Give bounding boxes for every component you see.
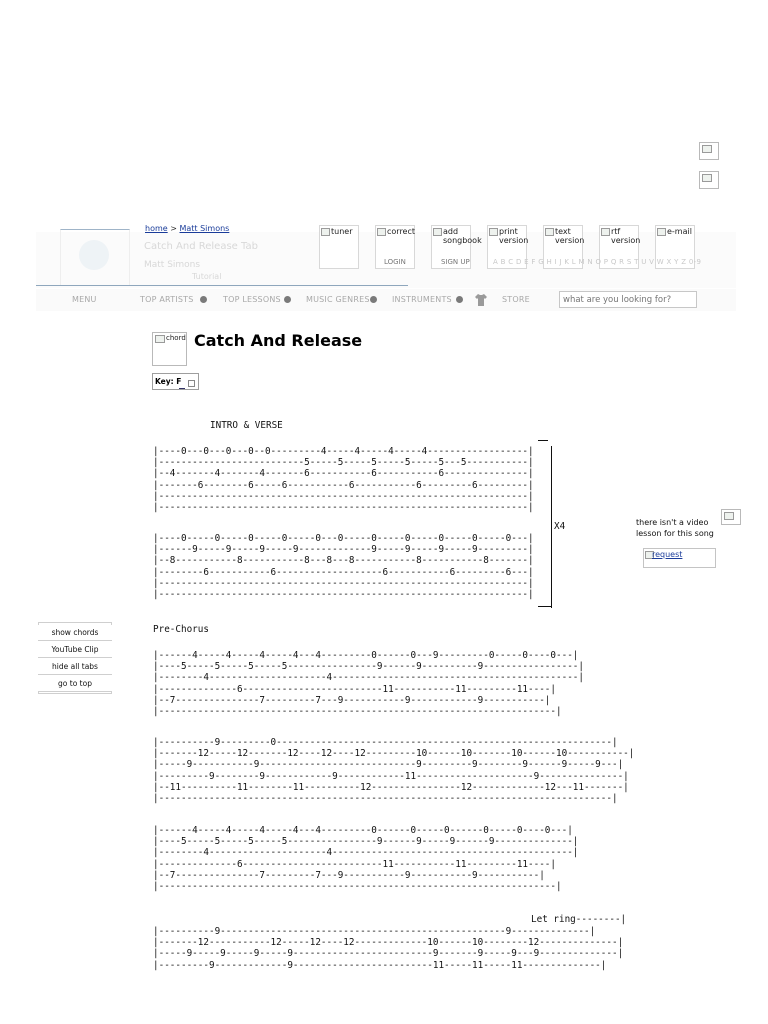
tab-intro-block-1: |----0---0---0---0--0---------4-----4-----4-----4------------------| |--------------------------5-----5-----5-----5-----5---5-----------| |--4-------4-------4-------6-----------6-----------6---------------| |-------6--------6-----6-----------6-----------6---------6---------| |------------------------------------------------------------------| |------------------------------------------------------------------|	[153, 446, 534, 514]
tshirt-icon	[474, 292, 488, 306]
nav-separator-dot	[456, 296, 463, 303]
chord-image-alt: chord	[166, 334, 186, 342]
section-prechorus-heading: Pre-Chorus	[153, 624, 209, 635]
rtf-version-button[interactable]: rtf version	[599, 225, 639, 269]
login-link[interactable]: LOGIN	[384, 258, 406, 266]
nav-separator-dot	[370, 296, 377, 303]
repeat-bracket-bottom	[538, 606, 551, 607]
ghost-title: Catch And Release Tab	[144, 241, 258, 252]
nav-menu[interactable]: MENU	[72, 295, 97, 304]
request-label: request	[652, 550, 683, 559]
repeat-bracket-line	[551, 446, 552, 608]
site-logo[interactable]	[60, 229, 130, 285]
hide-all-tabs-button[interactable]: hide all tabs	[38, 660, 112, 675]
correct-button[interactable]: correct	[375, 225, 415, 269]
breadcrumb-artist[interactable]: Matt Simons	[179, 224, 230, 233]
key-underline	[179, 388, 185, 389]
email-icon	[657, 228, 666, 236]
breadcrumb-home[interactable]: home	[145, 224, 168, 233]
sidebar-top-border	[38, 622, 112, 625]
nav-top-lessons[interactable]: TOP LESSONS	[223, 295, 281, 304]
no-video-text: there isn't a video lesson for this song	[636, 518, 714, 538]
nav-store[interactable]: STORE	[502, 295, 530, 304]
tuner-button[interactable]: tuner	[319, 225, 359, 269]
signup-link[interactable]: SIGN UP	[441, 258, 470, 266]
rtf-icon	[601, 228, 610, 236]
email-button[interactable]: e-mail	[655, 225, 695, 269]
repeat-bracket-top	[538, 440, 548, 441]
alphabet-index[interactable]: A B C D E F G H I J K L M N O P Q R S T U V W X Y Z 0-9	[493, 258, 702, 266]
ghost-artist: Matt Simons	[144, 260, 201, 270]
chord-image	[152, 332, 187, 366]
nav-top-artists[interactable]: TOP ARTISTS	[140, 295, 194, 304]
sidebar-bottom-border	[38, 691, 112, 694]
let-ring-annotation: Let ring--------|	[531, 914, 627, 925]
youtube-clip-button[interactable]: YouTube Clip	[38, 643, 112, 658]
ghost-extra: Tutorial	[192, 272, 222, 281]
go-to-top-button[interactable]: go to top	[38, 677, 112, 692]
print-icon	[489, 228, 498, 236]
nav-instruments[interactable]: INSTRUMENTS	[392, 295, 452, 304]
header-image-2	[699, 171, 719, 189]
search-input[interactable]	[559, 291, 697, 308]
show-chords-button[interactable]: show chords	[38, 626, 112, 641]
key-dropdown-icon	[188, 380, 195, 387]
request-lesson-button[interactable]	[643, 548, 716, 568]
breadcrumb	[145, 224, 229, 233]
logo-underline	[36, 285, 408, 286]
nav-separator-dot	[200, 296, 207, 303]
nav-music-genres[interactable]: MUSIC GENRES	[306, 295, 370, 304]
repeat-count: X4	[554, 521, 566, 532]
text-icon	[545, 228, 554, 236]
tab-prechorus-block-4: |----------9---------------------------------------------------9--------------| |-------12-----------12-----12----12-------------10------10--------12--------------| |-----9-----9-----9-----9-------------------------9-------9-----9---9--------------| |---------9-------------9-------------------------11-----11-----11--------------|	[153, 926, 624, 971]
tab-prechorus-block-2: |----------9---------0------------------------------------------------------------| |-------12-----12-------12----12----12---------10------10-------10------10-----------| |-----9-----------9----------------------------9---------9--------9------9-----9---| |---------9--------9------------9------------11---------------------9---------------| |--11----------11--------11----------12----------------12-------------12---11-------| |---------------------------------------------------------------------------------|	[153, 737, 635, 805]
header-image-1	[699, 142, 719, 160]
tab-prechorus-block-1: |------4-----4-----4-----4---4---------0------0---9---------0-----0----0---| |----5-----5-----5-----5----------------9------9----------9-----------------| |--------4---------------------4--------------------------------------------| |--------------6-------------------------11-----------11---------11----| |--7---------------7---------7---9-----------9------------9-----------| |-----------------------------------------------------------------------|	[153, 650, 584, 718]
key-label: Key: F	[155, 377, 182, 386]
print-version-button[interactable]: print version	[487, 225, 527, 269]
add-songbook-button[interactable]: add songbook	[431, 225, 471, 269]
tab-intro-block-2: |----0-----0-----0-----0-----0---0-----0-----0-----0-----0-----0---| |------9-----9-----9-----9-------------9-----9-----9-----9---------| |--8-----------8-----------8---8---8-----------8-----------8-------| |--------6-----------6-------------------6-----------6---------6---| |------------------------------------------------------------------| |------------------------------------------------------------------|	[153, 533, 534, 601]
tuner-icon	[321, 228, 330, 236]
correct-icon	[377, 228, 386, 236]
tab-prechorus-block-3: |------4-----4-----4-----4---4---------0------0-----0------0-----0----0---| |----5-----5-----5-----5----------------9------9-----9------9--------------| |--------4---------------------4-------------------------------------------| |--------------6-------------------------11-----------11---------11----| |--7---------------7---------7---9-----------9-----------9-----------| |-----------------------------------------------------------------------|	[153, 825, 579, 893]
key-selector[interactable]	[152, 373, 199, 390]
song-title: Catch And Release	[194, 331, 363, 350]
songbook-icon	[433, 228, 442, 236]
text-version-button[interactable]: text version	[543, 225, 583, 269]
nav-separator-dot	[284, 296, 291, 303]
breadcrumb-separator: >	[170, 224, 177, 233]
section-intro-heading: INTRO & VERSE	[210, 420, 283, 431]
